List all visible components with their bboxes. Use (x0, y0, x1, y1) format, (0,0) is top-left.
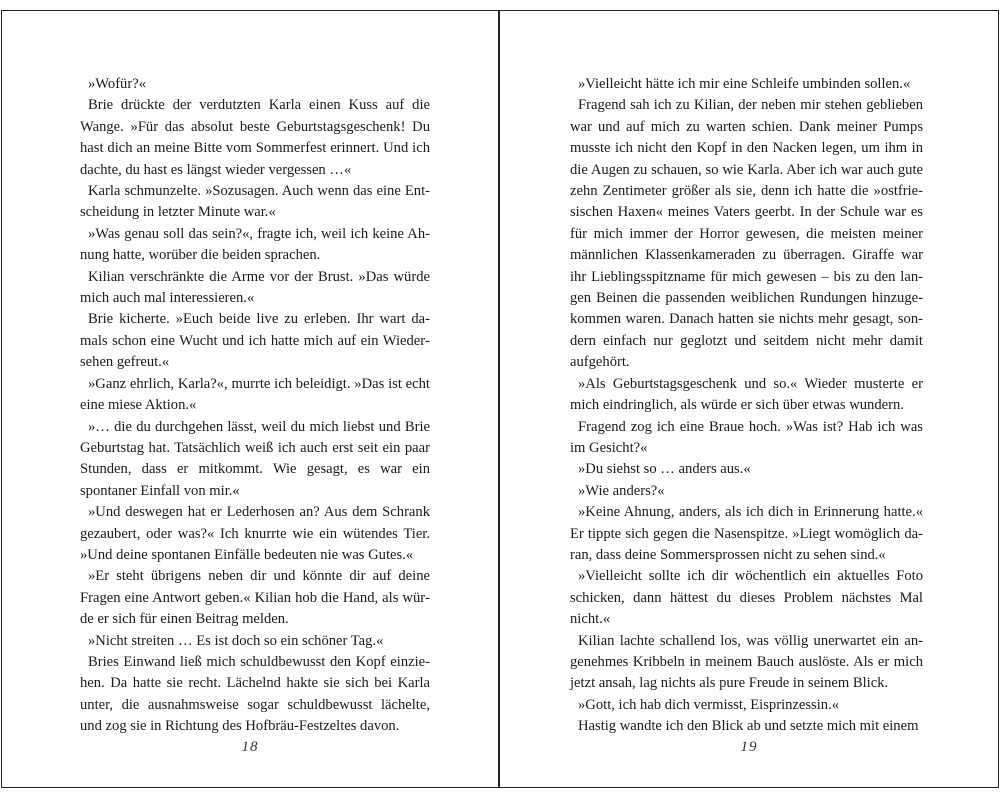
page-number-right: 19 (740, 739, 758, 755)
page-number-left: 18 (241, 739, 259, 755)
paragraph: Fragend sah ich zu Kilian, der neben mir stehen geblieben war und auf mich zu warten schien. Dank meiner Pumps musste ich nicht den Kopf in den Nacken legen, um ihm in die Augen zu schauen, so wie Karla. Aber ich war auch gute zehn Zentimeter größer als sie, denn ich hatte die »ostfriesischen Haxen« meines Vaters geerbt. In der Schule war es für mich immer der Horror gewesen, die meisten meiner männlichen Klassenkameraden zu überragen. Giraffe war ihr Lieblingsspitzname für mich gewesen – bis zu den langen Beinen die passenden weiblichen Rundungen hinzugekommen waren. Danach hatten sie nichts mehr gesagt, sondern einfach nur geglotzt und seitdem nicht mehr damit aufgehört. (570, 97, 923, 371)
paragraph: »Er steht übrigens neben dir und könnte dir auf deine Fragen eine Antwort geben.« Kilian hob die Hand, als würde er sich für einen Beitrag melden. (80, 568, 430, 628)
paragraph: »Vielleicht sollte ich dir wöchentlich ein aktuelles Foto schicken, dann hättest du dieses Problem nächstes Mal nicht.« (570, 568, 923, 628)
right-page (500, 11, 998, 787)
paragraph: »Ganz ehrlich, Karla?«, murrte ich beleidigt. »Das ist echt eine miese Aktion.« (80, 375, 430, 414)
paragraph: »Wofür?« (88, 76, 146, 92)
paragraph: Kilian lachte schallend los, was völlig unerwartet ein angenehmes Kribbeln in meinem Bauch auslöste. Als er mich jetzt ansah, lag nichts als pure Freude in seinem Blick. (570, 632, 923, 692)
paragraph: Brie kicherte. »Euch beide live zu erleben. Ihr wart damals schon eine Wucht und ich hatte mich auf ein Wiedersehen gefreut.« (80, 311, 430, 371)
book-spread (1, 10, 999, 788)
right-page-text (570, 74, 923, 738)
paragraph: »Wie anders?« (578, 482, 665, 499)
paragraph: Hastig wandte ich den Blick ab und setzte mich mit einem (578, 718, 919, 735)
left-page-text (80, 74, 430, 738)
paragraph: Fragend zog ich eine Braue hoch. »Was ist? Hab ich was im Gesicht?« (570, 418, 923, 456)
paragraph: »Du siehst so … anders aus.« (578, 461, 751, 478)
paragraph: Bries Einwand ließ mich schuldbewusst den Kopf einziehen. Da hatte sie recht. Lächelnd hakte sie sich bei Karla unter, die ausnahmsweise sogar schuldbewusst lächelte, und zog sie in Richtung des Hofbräu-Festzeltes davon. (80, 653, 430, 735)
paragraph: »Und deswegen hat er Lederhosen an? Aus dem Schrank gezaubert, oder was?« Ich knurrte wie ein wütendes Tier. »Und deine spontanen Einfälle bedeuten nie was Gutes.« (80, 504, 430, 563)
paragraph: »… die du durchgehen lässt, weil du mich liebst und Brie Geburtstag hat. Tatsächlich weiß ich auch erst seit ein paar Stunden, dass er mitkommt. Wie gesagt, es war ein spontaner Einfall von mir.« (80, 418, 430, 499)
paragraph: Brie drückte der verdutzten Karla einen Kuss auf die Wange. »Für das absolut beste Geburtstagsgeschenk! Du hast dich an meine Bitte vom Sommerfest erinnert. Und ich dachte, du hast es längst wieder vergessen …« (80, 97, 430, 178)
paragraph: »Gott, ich hab dich vermisst, Eisprinzessin.« (578, 696, 840, 713)
paragraph: »Vielleicht hätte ich mir eine Schleife umbinden sollen.« (578, 76, 911, 92)
paragraph: »Was genau soll das sein?«, fragte ich, weil ich keine Ahnung hatte, worüber die beiden sprachen. (80, 225, 430, 264)
paragraph: Kilian verschränkte die Arme vor der Brust. »Das würde mich auch mal interessieren.« (80, 268, 430, 307)
paragraph: »Als Geburtstagsgeschenk und so.« Wieder musterte er mich eindringlich, als würde er sich über etwas wundern. (570, 375, 923, 414)
paragraph: Karla schmunzelte. »Sozusagen. Auch wenn das eine Entscheidung in letzter Minute war.« (80, 183, 430, 221)
left-page (2, 11, 500, 787)
paragraph: »Keine Ahnung, anders, als ich dich in Erinnerung hatte.« Er tippte sich gegen die Nasenspitze. »Liegt womöglich daran, dass deine Sommersprossen nicht zu sehen sind.« (570, 504, 923, 563)
paragraph: »Nicht streiten … Es ist doch so ein schöner Tag.« (88, 632, 384, 649)
